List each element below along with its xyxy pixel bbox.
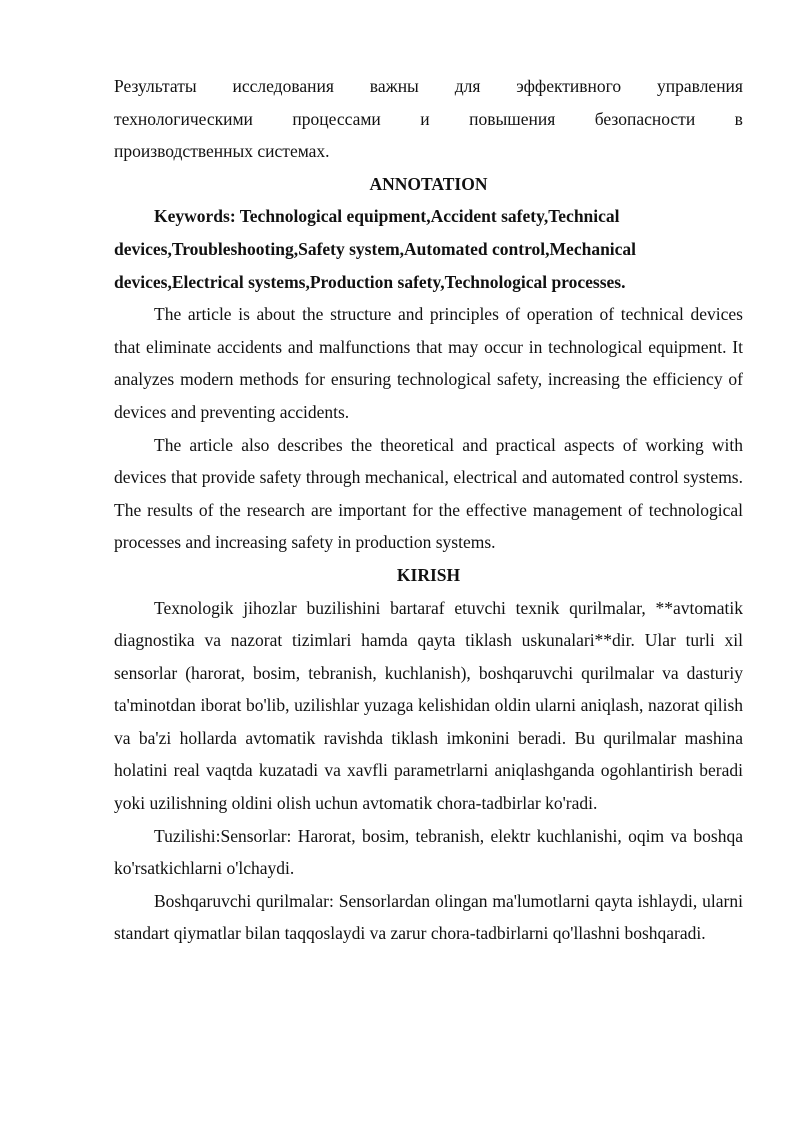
kirish-paragraph-3: Boshqaruvchi qurilmalar: Sensorlardan olingan ma'lumotlarni qayta ishlaydi, ularni standart qiymatlar bilan taqqoslaydi va zarur chora-tadbirlarni qo'llashni boshqaradi. [114, 890, 743, 944]
ru-word: безопасности [594, 108, 696, 129]
annotation-paragraph-2: The article also describes the theoretical and practical aspects of working with devices that provide safety through mechanical, electrical and automated control systems. The results of the research are important for the effective management of technological processes and increasing safety in production systems. [114, 434, 743, 553]
ru-word: и [420, 108, 430, 129]
ru-paragraph-line-3: производственных системах. [114, 141, 330, 162]
ru-word: эффективного [516, 76, 622, 96]
kirish-heading: KIRISH [396, 564, 461, 585]
ru-word: управления [657, 76, 743, 96]
ru-word: важны [369, 76, 419, 96]
keywords-paragraph: Keywords: Technological equipment,Accident safety,Technical devices,Troubleshooting,Safety system,Automated control,Mechanical devices,Electrical systems,Production safety,Technological processes. [114, 206, 637, 292]
ru-paragraph-line-2 [114, 103, 743, 136]
kirish-paragraph-2: Tuzilishi:Sensorlar: Harorat, bosim, tebranish, elektr kuchlanishi, oqim va boshqa ko'rsatkichlarni o'lchaydi. [114, 825, 743, 879]
kirish-paragraph-1: Texnologik jihozlar buzilishini bartaraf etuvchi texnik qurilmalar, **avtomatik diagnostika va nazorat tizimlari hamda qayta tiklash uskunalari**dir. Ular turli xil sensorlar (harorat, bosim, tebranish, kuchlanish), boshqaruvchi qurilmalar va dasturiy ta'minotdan iborat bo'lib, uzilishlar yuzaga kelishidan oldin ularni aniqlash, nazorat qilish va ba'zi hollarda avtomatik ravishda tiklash imkonini beradi. Bu qurilmalar mashina holatini real vaqtda kuzatadi va xavfli parametrlarni aniqlashganda ogohlantirish beradi yoki uzilishning oldini olish uchun avtomatik chora-tadbirlar ko'radi. [114, 597, 743, 814]
ru-paragraph-line-1 [114, 70, 743, 103]
ru-word: повышения [469, 108, 556, 129]
ru-word: процессами [292, 108, 381, 129]
ru-word: технологическими [114, 108, 253, 129]
ru-word: для [454, 76, 481, 96]
ru-word: исследования [232, 76, 334, 96]
annotation-heading: ANNOTATION [369, 173, 488, 194]
ru-word: в [734, 108, 743, 129]
annotation-paragraph-1: The article is about the structure and principles of operation of technical devices that eliminate accidents and malfunctions that may occur in technological equipment. It analyzes modern methods for ensuring technological safety, increasing the efficiency of devices and preventing accidents. [114, 304, 743, 422]
ru-word: Результаты [114, 76, 197, 96]
document-page [114, 70, 743, 950]
